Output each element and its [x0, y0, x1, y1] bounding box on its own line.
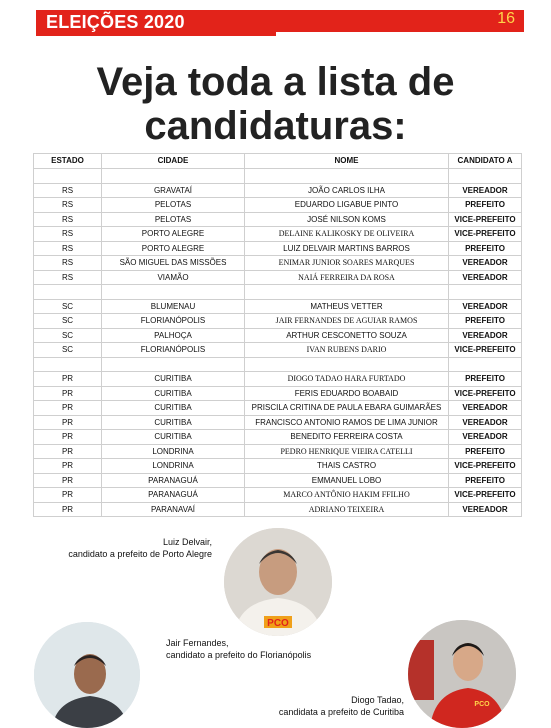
- cell-name: EMMANUEL LOBO: [245, 473, 449, 488]
- cell-role: VEREADOR: [449, 183, 522, 198]
- cell-state: PR: [34, 372, 102, 387]
- cell-name: BENEDITO FERREIRA COSTA: [245, 430, 449, 445]
- cell-role: [449, 169, 522, 184]
- table-row: [34, 444, 522, 459]
- column-header-city: CIDADE: [102, 154, 245, 169]
- headline-line-2: candidaturas:: [144, 104, 407, 148]
- cell-city: PARANAVAÍ: [102, 502, 245, 517]
- caption-diogo: [222, 694, 404, 718]
- cell-city: LONDRINA: [102, 444, 245, 459]
- cell-name: LUIZ DELVAIR MARTINS BARROS: [245, 241, 449, 256]
- cell-role: VEREADOR: [449, 328, 522, 343]
- cell-role: VICE-PREFEITO: [449, 343, 522, 358]
- cell-state: PR: [34, 444, 102, 459]
- badge-text-luiz: PCO: [267, 618, 289, 629]
- cell-role: VEREADOR: [449, 415, 522, 430]
- column-header-name: NOME: [245, 154, 449, 169]
- table-header-row: [34, 154, 522, 169]
- table-row: [34, 183, 522, 198]
- portrait-luiz-icon: [224, 528, 332, 636]
- cell-name: IVAN RUBENS DARIO: [245, 343, 449, 358]
- cell-city: CURITIBA: [102, 430, 245, 445]
- cell-name: ARTHUR CESCONETTO SOUZA: [245, 328, 449, 343]
- cell-name: MATHEUS VETTER: [245, 299, 449, 314]
- caption-luiz: [40, 536, 212, 560]
- photo-jair-fernandes: [34, 622, 140, 728]
- table-row: [34, 270, 522, 285]
- cell-state: PR: [34, 386, 102, 401]
- table-row: [34, 488, 522, 503]
- table-row: [34, 415, 522, 430]
- cell-city: [102, 285, 245, 300]
- cell-city: PARANAGUÁ: [102, 488, 245, 503]
- cell-state: PR: [34, 415, 102, 430]
- table-row: [34, 386, 522, 401]
- candidates-table: [33, 153, 522, 517]
- table-row: [34, 198, 522, 213]
- caption-diogo-name: Diogo Tadao,: [351, 695, 404, 705]
- cell-city: PORTO ALEGRE: [102, 227, 245, 242]
- table-row: [34, 299, 522, 314]
- cell-state: RS: [34, 227, 102, 242]
- cell-name: EDUARDO LIGABUE PINTO: [245, 198, 449, 213]
- cell-role: VEREADOR: [449, 299, 522, 314]
- table-row: [34, 473, 522, 488]
- column-header-state: ESTADO: [34, 154, 102, 169]
- cell-city: LONDRINA: [102, 459, 245, 474]
- cell-state: RS: [34, 241, 102, 256]
- portrait-diogo-icon: [408, 620, 516, 728]
- table-row: [34, 502, 522, 517]
- cell-city: PALHOÇA: [102, 328, 245, 343]
- cell-state: PR: [34, 401, 102, 416]
- cell-name: JOÃO CARLOS ILHA: [245, 183, 449, 198]
- column-header-role: CANDIDATO A: [449, 154, 522, 169]
- cell-name: FRANCISCO ANTONIO RAMOS DE LIMA JUNIOR: [245, 415, 449, 430]
- cell-name: THAIS CASTRO: [245, 459, 449, 474]
- cell-role: VEREADOR: [449, 270, 522, 285]
- table-row: [34, 372, 522, 387]
- table-row: [34, 343, 522, 358]
- cell-state: PR: [34, 459, 102, 474]
- cell-city: BLUMENAU: [102, 299, 245, 314]
- cell-state: PR: [34, 430, 102, 445]
- caption-jair-name: Jair Fernandes,: [166, 638, 229, 648]
- cell-state: SC: [34, 328, 102, 343]
- cell-city: CURITIBA: [102, 372, 245, 387]
- caption-luiz-desc: candidato a prefeito de Porto Alegre: [68, 549, 212, 559]
- cell-state: PR: [34, 502, 102, 517]
- photo-luiz-delvair: [224, 528, 332, 636]
- cell-name: [245, 285, 449, 300]
- cell-state: [34, 169, 102, 184]
- cell-role: VICE-PREFEITO: [449, 227, 522, 242]
- section-title: ELEIÇÕES 2020: [46, 12, 185, 32]
- cell-city: SÃO MIGUEL DAS MISSÕES: [102, 256, 245, 271]
- cell-state: RS: [34, 183, 102, 198]
- table-row: [34, 328, 522, 343]
- cell-state: SC: [34, 343, 102, 358]
- cell-state: [34, 357, 102, 372]
- cell-city: FLORIANÓPOLIS: [102, 314, 245, 329]
- cell-name: ENIMAR JUNIOR SOARES MARQUES: [245, 256, 449, 271]
- cell-city: CURITIBA: [102, 386, 245, 401]
- cell-state: [34, 285, 102, 300]
- table-row: [34, 169, 522, 184]
- cell-city: GRAVATAÍ: [102, 183, 245, 198]
- table-row: [34, 227, 522, 242]
- cell-city: [102, 169, 245, 184]
- headline-line-1: Veja toda a lista de: [96, 60, 455, 104]
- cell-state: SC: [34, 314, 102, 329]
- table-row: [34, 314, 522, 329]
- badge-text-diogo: PCO: [474, 701, 490, 708]
- cell-role: PREFEITO: [449, 314, 522, 329]
- caption-luiz-name: Luiz Delvair,: [162, 537, 212, 547]
- table-row: [34, 241, 522, 256]
- table-row: [34, 285, 522, 300]
- cell-role: VICE-PREFEITO: [449, 212, 522, 227]
- cell-city: PORTO ALEGRE: [102, 241, 245, 256]
- cell-city: PELOTAS: [102, 198, 245, 213]
- cell-name: NAIÁ FERREIRA DA ROSA: [245, 270, 449, 285]
- cell-city: VIAMÃO: [102, 270, 245, 285]
- cell-name: MARCO ANTÔNIO HAKIM FFILHO: [245, 488, 449, 503]
- cell-state: SC: [34, 299, 102, 314]
- cell-role: VEREADOR: [449, 256, 522, 271]
- cell-city: PELOTAS: [102, 212, 245, 227]
- cell-name: DELAINE KALIKOSKY DE OLIVEIRA: [245, 227, 449, 242]
- table-row: [34, 212, 522, 227]
- cell-role: VICE-PREFEITO: [449, 386, 522, 401]
- cell-role: PREFEITO: [449, 473, 522, 488]
- cell-role: [449, 357, 522, 372]
- cell-state: RS: [34, 212, 102, 227]
- cell-state: PR: [34, 488, 102, 503]
- cell-name: PEDRO HENRIQUE VIEIRA CATELLI: [245, 444, 449, 459]
- caption-jair: [166, 637, 346, 661]
- cell-state: RS: [34, 270, 102, 285]
- cell-city: [102, 357, 245, 372]
- cell-role: PREFEITO: [449, 444, 522, 459]
- headline: [0, 60, 551, 148]
- table-row: [34, 459, 522, 474]
- table-row: [34, 401, 522, 416]
- cell-name: [245, 357, 449, 372]
- cell-name: [245, 169, 449, 184]
- cell-role: PREFEITO: [449, 241, 522, 256]
- cell-state: RS: [34, 256, 102, 271]
- cell-name: JOSÉ NILSON KOMS: [245, 212, 449, 227]
- cell-city: FLORIANÓPOLIS: [102, 343, 245, 358]
- cell-role: VICE-PREFEITO: [449, 488, 522, 503]
- cell-role: PREFEITO: [449, 198, 522, 213]
- cell-name: JAIR FERNANDES DE AGUIAR RAMOS: [245, 314, 449, 329]
- cell-state: PR: [34, 473, 102, 488]
- cell-name: PRISCILA CRITINA DE PAULA EBARA GUIMARÃES: [245, 401, 449, 416]
- page-number: 16: [497, 10, 515, 27]
- cell-role: [449, 285, 522, 300]
- cell-name: FERIS EDUARDO BOABAID: [245, 386, 449, 401]
- table-row: [34, 256, 522, 271]
- cell-name: ADRIANO TEIXEIRA: [245, 502, 449, 517]
- table-row: [34, 430, 522, 445]
- cell-city: CURITIBA: [102, 415, 245, 430]
- cell-role: VEREADOR: [449, 401, 522, 416]
- caption-diogo-desc: candidata a prefeito de Curitiba: [278, 707, 404, 717]
- cell-role: VEREADOR: [449, 502, 522, 517]
- cell-city: CURITIBA: [102, 401, 245, 416]
- photo-diogo-tadao: [408, 620, 516, 728]
- caption-jair-desc: candidato a prefeito do Florianópolis: [166, 650, 312, 660]
- cell-state: RS: [34, 198, 102, 213]
- cell-role: VICE-PREFEITO: [449, 459, 522, 474]
- cell-role: VEREADOR: [449, 430, 522, 445]
- portrait-jair-icon: [34, 622, 140, 728]
- cell-city: PARANAGUÁ: [102, 473, 245, 488]
- cell-name: DIOGO TADAO HARA FURTADO: [245, 372, 449, 387]
- cell-role: PREFEITO: [449, 372, 522, 387]
- table-row: [34, 357, 522, 372]
- table-body: [34, 169, 522, 517]
